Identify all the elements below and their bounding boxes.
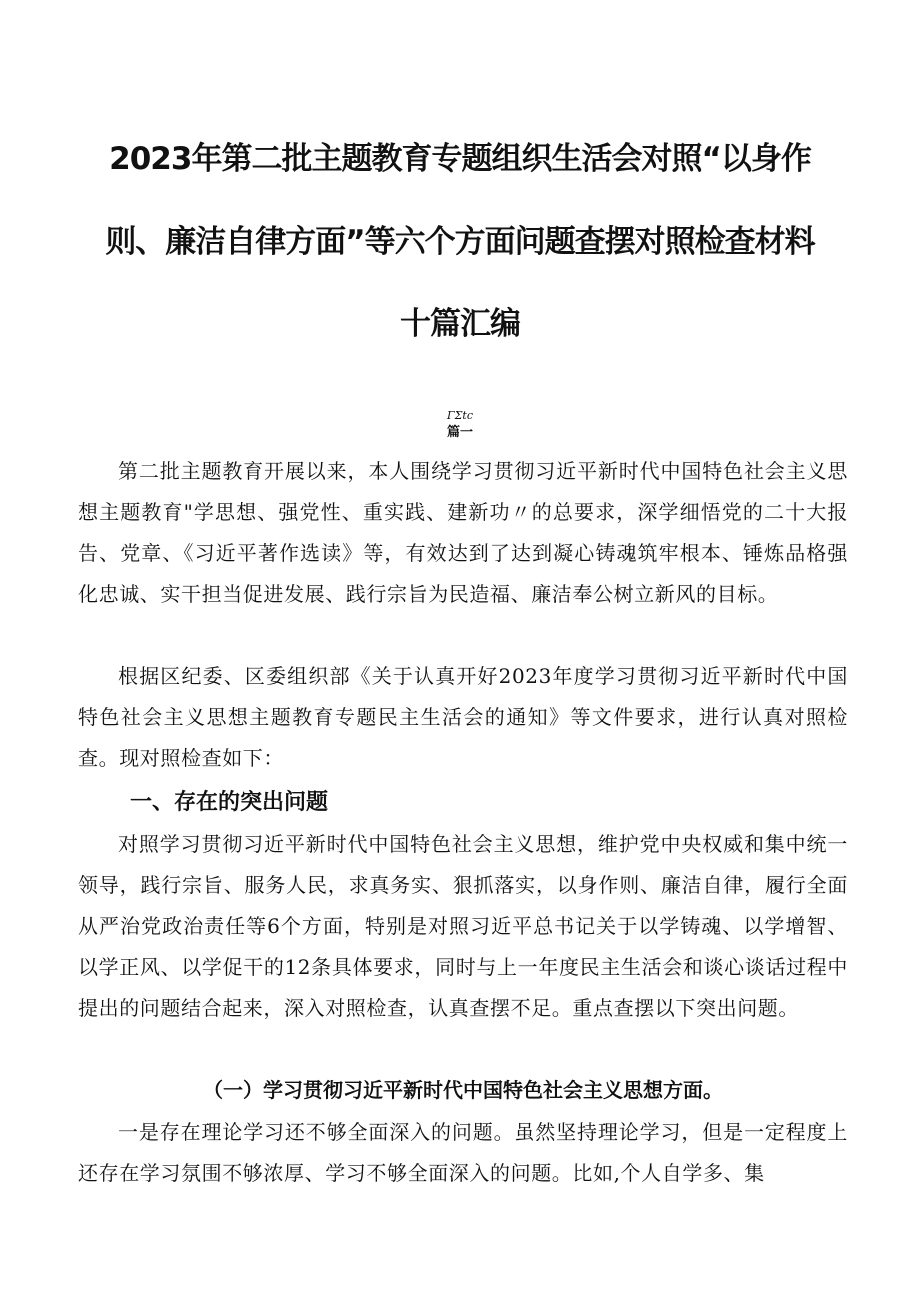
paragraph-basis: 根据区纪委、区委组织部《关于认真开好2023年度学习贯彻习近平新时代中国特色社会主义思想主题教育专题民主生活会的通知》等文件要求，进行认真对照检查。现对照检查如下： <box>78 664 848 770</box>
paragraph-theory-study: 一是存在理论学习还不够全面深入的问题。虽然坚持理论学习，但是一定程度上还存在学习氛围不够浓厚、学习不够全面深入的问题。比如,个人自学多、集 <box>78 1120 848 1185</box>
paragraph-intro: 第二批主题教育开展以来，本人围绕学习贯彻习近平新时代中国特色社会主义思想主题教育"学思想、强党性、重实践、建新功〃的总要求，深学细悟党的二十大报告、党章、《习近平著作选读》等，有效达到了达到凝心铸魂筑牢根本、锤炼品格强化忠诚、实干担当促进发展、践行宗旨为民造福、廉洁奉公树立新风的目标。 <box>78 459 848 606</box>
document-title-line-2: 则、廉洁自律方面”等六个方面问题查摆对照检查材料 <box>105 224 815 260</box>
document-title-line-1: 2023年第二批主题教育专题组织生活会对照“以身作 <box>109 141 811 177</box>
chapter-label: 篇一 <box>446 425 473 440</box>
section-heading-problems: 一、存在的突出问题 <box>130 790 329 815</box>
paragraph-problems-overview: 对照学习贯彻习近平新时代中国特色社会主义思想，维护党中央权威和集中统一领导，践行宗旨、服务人民，求真务实、狠抓落实，以身作则、廉洁自律，履行全面从严治党政治责任等6个方面，特别是对照习近平总书记关于以学铸魂、以学增智、以学正风、以学促干的12条具体要求，同时与上一年度民主生活会和谈心谈话过程中提出的问题结合起来，深入对照检查，认真查摆不足。重点查摆以下突出问题。 <box>78 832 848 1020</box>
subsection-heading-theory-study: （一）学习贯彻习近平新时代中国特色社会主义思想方面。 <box>203 1078 723 1102</box>
chapter-subnote: ΓΣtc <box>447 409 473 422</box>
document-title-line-3: 十篇汇编 <box>400 306 520 342</box>
